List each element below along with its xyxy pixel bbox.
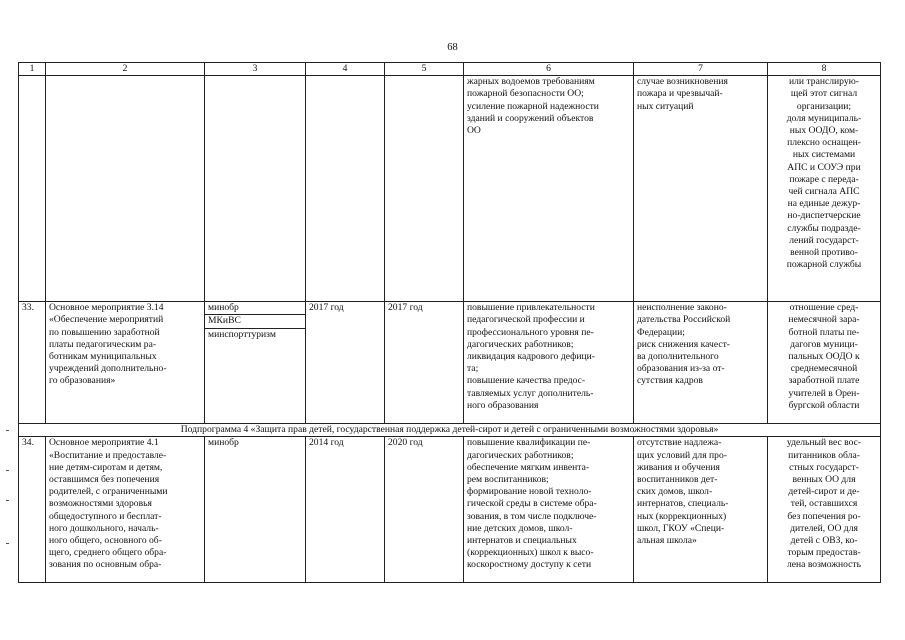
column-number: 8 xyxy=(768,63,881,76)
expected-results: повышение привлекательности педагогической профессии и профессионального уровня пе- дагогических работников; ликвидация кадрового дефици- та; повышение качества предос- тавляемых услуг дополнитель- ного образования xyxy=(464,302,634,424)
executors-cell xyxy=(205,302,306,424)
indicators: или транслирую- щей этот сигнал организации; доля муниципаль- ных ООДО, ком- плексно оснащен- ных системами АПС и СОУЭ при пожаре с переда- чей сигнала АПС на единые дежур- но-диспетчерские службы подразде- лений государст- венной противо- пожарной службы xyxy=(768,76,881,302)
column-number: 2 xyxy=(46,63,205,76)
executor: минобр xyxy=(205,302,305,315)
executors-cell xyxy=(205,76,306,302)
column-number: 3 xyxy=(205,63,306,76)
indicators: удельный вес вос- питанников обла- стных государст- венных ОО для детей-сирот и де- тей, оставшихся без попечения ро- дителей, ОО для детей с ОВЗ, ко- торым предостав- лена возможность xyxy=(768,437,881,583)
column-number: 1 xyxy=(19,63,46,76)
measure-name: Основное мероприятие 3.14 «Обеспечение мероприятий по повышению заработной платы педагогическим ра- ботникам муниципальных учреждений дополнительно- го образования» xyxy=(46,302,205,424)
margin-mark xyxy=(6,470,9,471)
measure-name: Основное мероприятие 4.1 «Воспитание и предоставле- ние детям-сиротам и детям, оставшимся без попечения родителей, с ограниченными возможностями здоровья общедоступного и бесплат- ного дошкольного, началь- ного общего, основного об- щего, среднего общего обра- зования по основным обра- xyxy=(46,437,205,583)
indicators: отношение сред- немесячной зара- ботной платы пе- дагогов муници- пальных ООДО к среднемесячной заработной плате учителей в Орен- бургской области xyxy=(768,302,881,424)
column-number: 6 xyxy=(464,63,634,76)
row-number: 34. xyxy=(19,437,46,583)
expected-results: жарных водоемов требованиям пожарной безопасности ОО; усиление пожарной надежности зданий и сооружений объектов ОО xyxy=(464,76,634,302)
risks: неисполнение законо- дательства Российской Федерации; риск снижения качест- ва дополнительного образования из-за от- сутствия кадров xyxy=(634,302,768,424)
start-year: 2014 год xyxy=(306,437,385,583)
risks: случае возникновения пожара и чрезвычай- ных ситуаций xyxy=(634,76,768,302)
subprogram-row xyxy=(19,424,881,437)
page-number: 68 xyxy=(447,42,458,53)
margin-mark xyxy=(6,500,9,501)
row-number xyxy=(19,76,46,302)
executor: минобр xyxy=(208,437,239,449)
table-row xyxy=(19,437,881,583)
executor: МКиВС xyxy=(205,315,305,328)
table-row xyxy=(19,76,881,302)
executor: минспорттуризм xyxy=(208,328,276,340)
end-year xyxy=(385,76,464,302)
table-row xyxy=(19,302,881,424)
column-number-row xyxy=(19,63,881,76)
measures-table xyxy=(18,62,881,583)
end-year: 2017 год xyxy=(385,302,464,424)
risks: отсутствие надлежа- щих условий для про- живания и обучения воспитанников дет- ских домов, школ- интернатов, специаль- ных (коррекционных) школ, ГКОУ «Специ- альная школа» xyxy=(634,437,768,583)
subprogram-title: Подпрограмма 4 «Защита прав детей, государственная поддержка детей-сирот и детей с ограниченными возможностями здоровья» xyxy=(19,424,881,437)
measure-name xyxy=(46,76,205,302)
expected-results: повышение квалификации пе- дагогических работников; обеспечение мягким инвента- рем воспитанников; формирование новой техноло- гической среды в системе обра- зования, в том числе подключе- ние детских домов, школ- интернатов и специальных (коррекционных) школ к высо- коскоростному доступу к сети xyxy=(464,437,634,583)
column-number: 5 xyxy=(385,63,464,76)
margin-mark xyxy=(6,430,9,431)
margin-mark xyxy=(6,543,9,544)
row-number: 33. xyxy=(19,302,46,424)
executors-cell xyxy=(205,437,306,583)
column-number: 4 xyxy=(306,63,385,76)
end-year: 2020 год xyxy=(385,437,464,583)
start-year xyxy=(306,76,385,302)
start-year: 2017 год xyxy=(306,302,385,424)
column-number: 7 xyxy=(634,63,768,76)
